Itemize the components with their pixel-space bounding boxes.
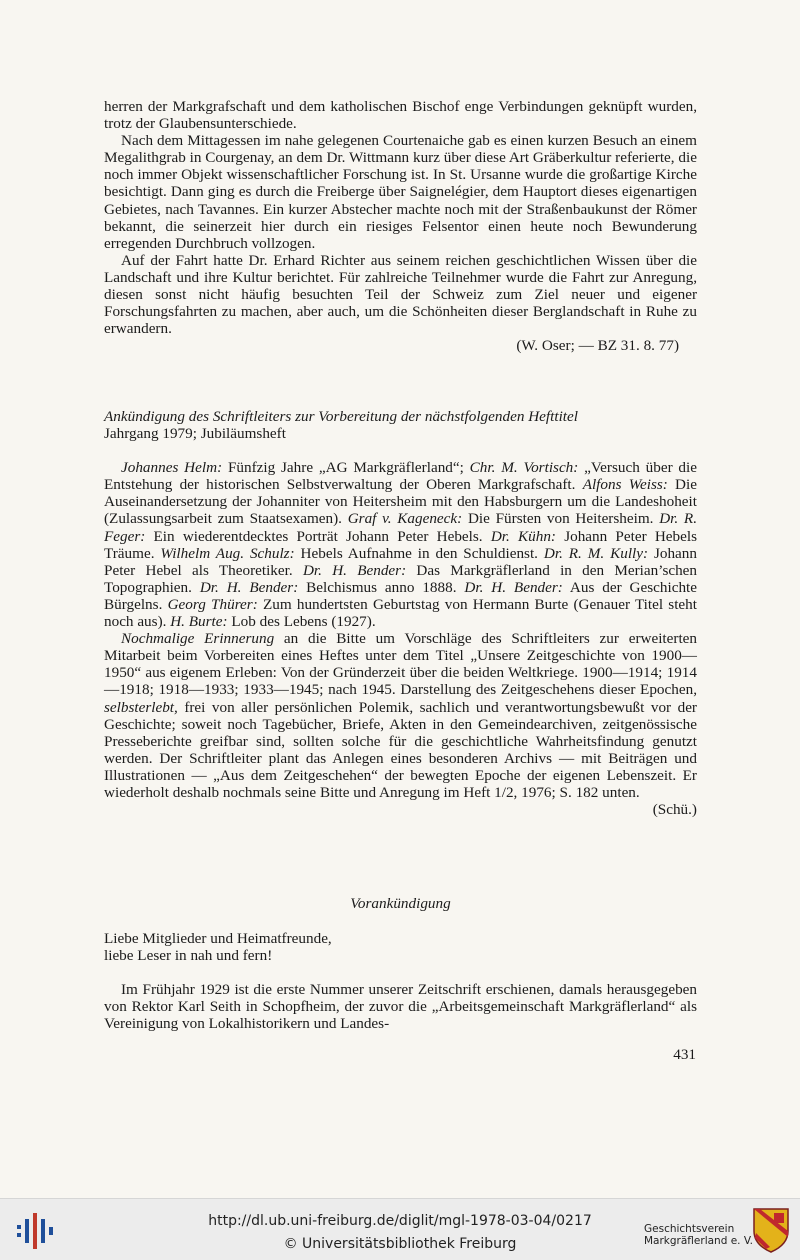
- society-name-line: Geschichtsverein: [644, 1223, 735, 1235]
- reminder-text: frei von aller persönlichen Polemik, sachlich und verantwortungsbewußt vor der Geschichte; soweit noch Tagebücher, Briefe, Akten in den Gemeindearchiven, zeitgenössische Presseberichte greifbar sind, sollten solche für die geschichtliche Wahrheitsfindung genutzt werden. Der Schriftleiter plant das Anlegen eines besonderen Archivs — mit Beiträgen und Illustrationen — „Aus dem Zeitgeschehen“ der bewegten Epoche der eigenen Lebenszeit. Er wiederholt deshalb nochmals seine Bitte und Anregung im Heft 1/2, 1976; S. 182 unten.: [104, 698, 697, 801]
- copyright-notice: © Universitätsbibliothek Freiburg: [283, 1236, 517, 1252]
- title: Fünfzig Jahre „AG Markgräflerland“;: [222, 459, 470, 477]
- author: H. Burte:: [170, 613, 228, 631]
- author: Dr. H. Bender:: [302, 561, 407, 579]
- title: Johann Peter Hebels Träume.: [104, 527, 698, 562]
- preannouncement-heading: Vorankündigung: [350, 895, 451, 912]
- title: Ein wiederentdecktes Porträt Johann Peter Hebels.: [145, 527, 491, 545]
- page-number: 431: [673, 1046, 696, 1063]
- citation: (W. Oser; — BZ 31. 8. 77): [516, 337, 679, 355]
- title: Hebels Aufnahme in den Schuldienst.: [294, 544, 544, 562]
- contributions-list: [104, 459, 697, 630]
- paragraph: herren der Markgrafschaft und dem katholischen Bischof enge Verbindungen geknüpft wurden, trotz der Glaubensunterschiede.: [104, 98, 697, 133]
- society-name: [644, 1223, 753, 1247]
- viewer-footer: [0, 1198, 800, 1260]
- author: Chr. M. Vortisch:: [469, 459, 579, 477]
- reminder-paragraph: [104, 630, 697, 819]
- signature: (Schü.): [652, 801, 697, 819]
- author: Graf v. Kageneck:: [347, 510, 463, 528]
- title: Die Auseinandersetzung der Johanniter von Heitersheim mit den Habsburgern um die Landeshoheit (Zulassungsarbeit zum Staatsexamen).: [104, 476, 697, 528]
- title: Das Markgräflerland in den Merian’schen Topographien.: [104, 561, 698, 596]
- author: Georg Thürer:: [167, 595, 258, 613]
- article-block-announcement: [104, 408, 697, 818]
- author: Dr. R. Feger:: [104, 510, 697, 545]
- title: Johann Peter Hebel als Theoretiker.: [104, 544, 697, 579]
- author: Alfons Weiss:: [582, 476, 668, 494]
- paragraph: Im Frühjahr 1929 ist die erste Nummer unserer Zeitschrift erschienen, damals herausgegeben von Rektor Karl Seith in Schopfheim, der zuvor die „Arbeitsgemeinschaft Markgräflerland“ als Vereinigung von Lokalhistorikern und Landes-: [104, 981, 697, 1033]
- section-subheading: Jahrgang 1979; Jubiläumsheft: [104, 425, 286, 443]
- title: „Versuch über die Entstehung der historischen Selbstverwaltung der Oberen Markgrafschaft.: [104, 459, 697, 494]
- title: Zum hundertsten Geburtstag von Hermann Burte (Genauer Titel steht noch aus).: [104, 595, 697, 631]
- paragraph: Nach dem Mittagessen im nahe gelegenen Courtenaiche gab es einen kurzen Besuch an einem Megalithgrab in Courgenay, an dem Dr. Wittmann kurz über diese Art Gräberkultur referierte, die noch immer Objekt wissenschaftlicher Forschung ist. In St. Ursanne wurde die großartige Kirche besichtigt. Dann ging es durch die Freiberge über Saignelégier, dem Hauptort dieses eigenartigen Gebietes, nach Tavannes. Ein kurzer Abstecher machte noch mit der Straßenbaukunst der Römer bekannt, die seinerzeit hier durch ein riesiges Felsentor einen heute noch Bewunderung erregenden Durchbruch vollzogen.: [104, 132, 697, 252]
- author: Dr. R. M. Kully:: [543, 544, 649, 562]
- author: Johannes Helm:: [121, 459, 223, 477]
- title: Lob des Lebens (1927).: [227, 613, 376, 631]
- title: Aus der Geschichte Bürgelns.: [104, 578, 698, 613]
- markgraeflerland-crest-icon[interactable]: [752, 1207, 790, 1253]
- article-block-excursion: [104, 98, 697, 354]
- article-block-preannouncement: [104, 930, 697, 1032]
- author: Dr. H. Bender:: [464, 578, 563, 596]
- section-heading: Ankündigung des Schriftleiters zur Vorbereitung der nächstfolgenden Hefttitel: [104, 408, 578, 425]
- paragraph: Auf der Fahrt hatte Dr. Erhard Richter aus seinem reichen geschichtlichen Wissen über die Landschaft und ihre Kultur berichtet. Für zahlreiche Teilnehmer wurde die Fahrt zur Anregung, diesen sonst nicht häufig besuchten Teil der Schweiz zum Ziel neuer und eigener Forschungsfahrten zu machen, aber auch, um die Schönheiten dieser Berglandschaft in Ruhe zu erwandern.: [104, 251, 697, 338]
- author: Wilhelm Aug. Schulz:: [160, 544, 295, 562]
- reminder-emphasis: selbsterlebt,: [104, 698, 178, 716]
- permalink-url[interactable]: http://dl.ub.uni-freiburg.de/diglit/mgl-1978-03-04/0217: [208, 1213, 592, 1229]
- author: Dr. H. Bender:: [199, 578, 299, 596]
- greeting: Liebe Mitglieder und Heimatfreunde,: [104, 930, 332, 947]
- author: Dr. Kühn:: [490, 527, 556, 545]
- society-name-line: Markgräflerland e. V.: [644, 1235, 754, 1247]
- title: Die Fürsten von Heitersheim.: [462, 510, 660, 528]
- reminder-text: an die Bitte um Vorschläge des Schriftleiters zur erweiterten Mitarbeit beim Vorbereiten eines Heftes unter dem Titel „Unsere Zeitgeschichte von 1900—1950“ aus eigenem Erleben: Von der Gründerzeit über die beiden Weltkriege. 1900—1914; 1914—1918; 1918—1933; 1933—1945; nach 1945. Darstellung des Zeitgeschehens dieser Epochen,: [104, 630, 697, 699]
- greeting: liebe Leser in nah und fern!: [104, 947, 273, 965]
- title: Belchismus anno 1888.: [298, 578, 465, 596]
- reminder-lead: Nochmalige Erinnerung: [121, 630, 275, 648]
